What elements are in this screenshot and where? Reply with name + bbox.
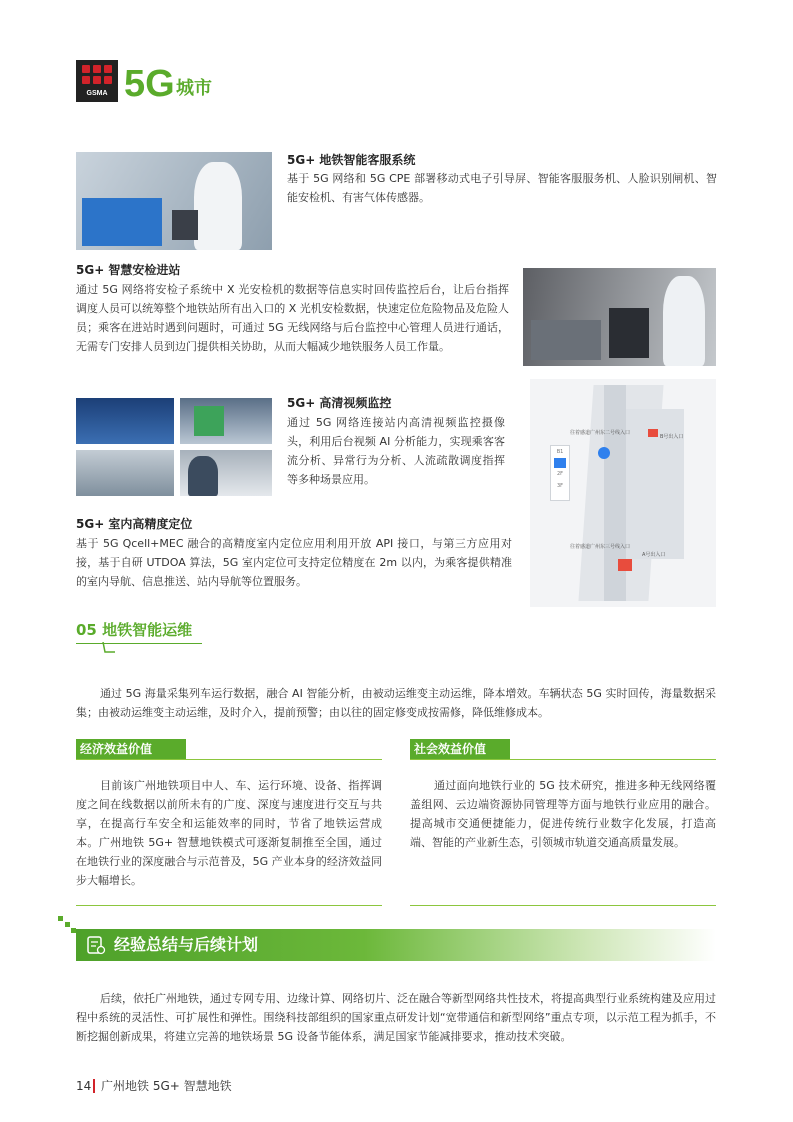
- header-city-title: 城市: [176, 78, 212, 99]
- location-pin-icon: [598, 447, 610, 459]
- photo-video-1: [76, 398, 174, 444]
- section-title-positioning: 5G+ 室内高精度定位: [76, 517, 193, 531]
- decor-square-2: [65, 922, 70, 927]
- photo-video-2: [180, 398, 272, 444]
- map-label-bottom-left: 往着感道广州东三号线入口: [570, 544, 631, 550]
- econ-tag: 经济效益价值: [76, 739, 186, 759]
- gsma-logo-dots: [82, 65, 112, 87]
- map-label-top-right: B号出入口: [660, 434, 684, 440]
- social-body: 通过面向地铁行业的 5G 技术研究，推进多种无线网络覆盖组网、云边端资源协同管理等方面与地铁行业应用的融合。提高城市交通便捷能力，促进传统行业数字化发展，打造高端、智能的产业新生态，引领城市轨道交通高质量发展。: [410, 779, 716, 849]
- gsma-logo: [76, 60, 118, 102]
- section-body-security: 通过 5G 网络将安检子系统中 X 光安检机的数据等信息实时回传监控后台，让后台指挥调度人员可以统筹整个地铁站所有出入口的 X 光机安检数据，快速定位危险物品及危险人员；乘客在进站时遇到问题时，可通过 5G 无线网络与后台监控中心管理人员进行通话，无需专门安排人员到边门提供相关协助，从而大幅减少地铁服务人员工作量。: [76, 283, 509, 353]
- document-icon: [86, 935, 106, 955]
- section-body-positioning: 基于 5G Qcell+MEC 融合的高精度室内定位应用利用开放 API 接口，与第三方应用对接，基于自研 UTDOA 算法，5G 室内定位可支持定位精度在 2m 以内，为乘客提供精准的室内导航、信息推送、站内导航等位置服务。: [76, 537, 512, 588]
- ops-heading-underline: [76, 643, 202, 644]
- section-body-service: 基于 5G 网络和 5G CPE 部署移动式电子引导屏、智能客服服务机、人脸识别闸机、智能安检机、有害气体传感器。: [287, 172, 717, 204]
- section-title-video: 5G+ 高清视频监控: [287, 396, 392, 410]
- map-label-bottom-right: A号出入口: [642, 552, 666, 558]
- heading-pointer-icon: [102, 642, 116, 654]
- footer-text: 广州地铁 5G+ 智慧地铁: [101, 1079, 232, 1093]
- photo-smart-service: [76, 152, 272, 250]
- ops-body: 通过 5G 海量采集列车运行数据，融合 AI 智能分析，由被动运维变主动运维，降本增效。车辆状态 5G 实时回传，海量数据采集；由被动运维变主动运维，及时介入，提前预警；由以往的固定修变成按需修，降低维修成本。: [76, 687, 716, 719]
- station-map: [530, 379, 716, 607]
- section-title-service: 5G+ 地铁智能客服系统: [287, 153, 416, 167]
- econ-top-rule: [76, 759, 382, 760]
- header-5g-title: 5G: [124, 63, 175, 105]
- social-tag: 社会效益价值: [410, 739, 510, 759]
- decor-square-1: [58, 916, 63, 921]
- social-bottom-rule: [410, 905, 716, 906]
- footer-divider: [93, 1079, 95, 1093]
- summary-body: 后续，依托广州地铁，通过专网专用、边缘计算、网络切片、泛在融合等新型网络共性技术，将提高典型行业系统构建及应用过程中系统的灵活性、可扩展性和弹性。围绕科技部组织的国家重点研发计划“宽带通信和新型网络”重点专项，以示范工程为抓手，不断挖掘创新成果，将建立完善的地铁场景 5G 设备节能体系，满足国家节能减排要求，推动技术突破。: [76, 992, 716, 1043]
- photo-video-4: [180, 450, 272, 496]
- map-label-top-left: 往着感道广州东二号线入口: [570, 430, 631, 436]
- gsma-logo-text: GSMA: [86, 90, 108, 97]
- social-top-rule: [410, 759, 716, 760]
- photo-security-check: [523, 268, 716, 366]
- photo-video-3: [76, 450, 174, 496]
- econ-bottom-rule: [76, 905, 382, 906]
- summary-heading: 经验总结与后续计划: [114, 935, 259, 954]
- ops-heading: 05 地铁智能运维: [76, 621, 193, 639]
- page-number: 14: [76, 1079, 92, 1093]
- econ-body: 目前该广州地铁项目中人、车、运行环境、设备、指挥调度之间在线数据以前所未有的广度、深度与速度进行交互与共享，在提高行车安全和运能效率的同时，节省了地铁运营成本。广州地铁 5G+ 智慧地铁模式可逐渐复制推至全国，通过在地铁行业的深度融合与示范普及，5G 产业本身的经济效益同步大幅增长。: [76, 779, 382, 887]
- section-title-security: 5G+ 智慧安检进站: [76, 263, 181, 277]
- exit-b-marker: [648, 429, 658, 437]
- exit-a-marker: [618, 559, 632, 571]
- floor-selector[interactable]: B1 2F 3F: [550, 445, 570, 501]
- section-body-video: 通过 5G 网络连接站内高清视频监控摄像头，利用后台视频 AI 分析能力，实现乘客客流分析、异常行为分析、人流疏散调度指挥等多种场景应用。: [287, 416, 505, 486]
